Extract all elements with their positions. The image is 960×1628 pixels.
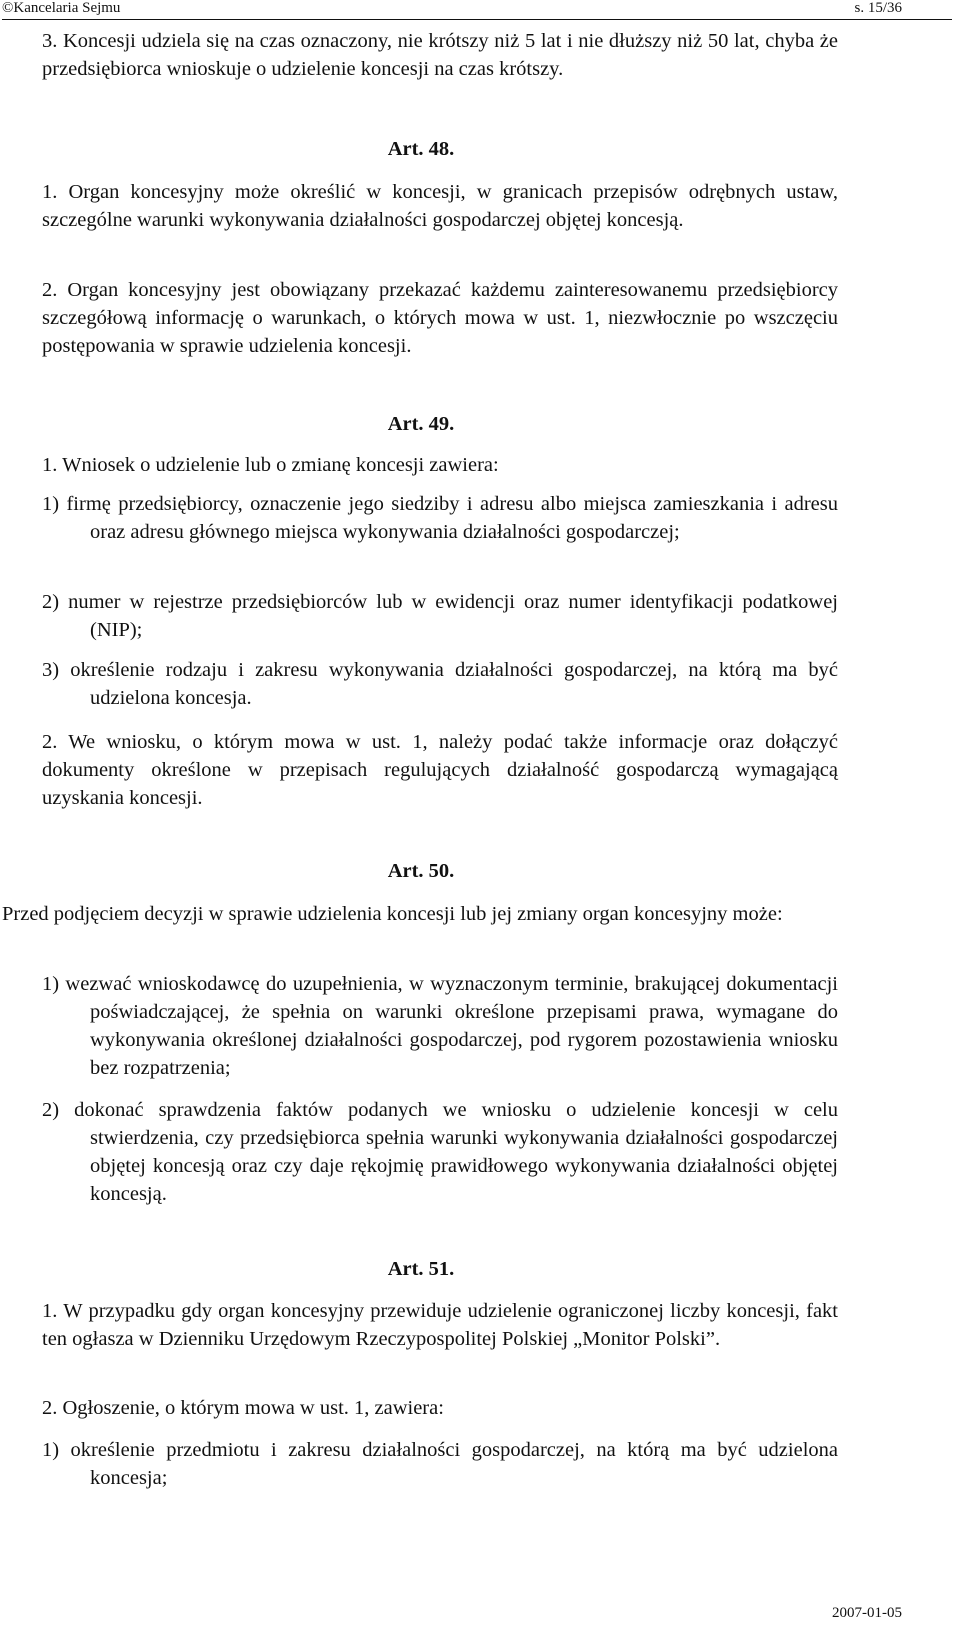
list-item: 2) numer w rejestrze przedsiębiorców lub w ewidencji oraz numer identyfikacji podatkowej (NIP); (42, 591, 838, 641)
footer-date: 2007-01-05 (832, 1605, 902, 1621)
list-item: 1) wezwać wnioskodawcę do uzupełnienia, w wyznaczonym terminie, brakującej dokumentacji poświadczającej, że spełnia on warunki określone przepisami prawa, wymagane do wykonywania określonej działalności gospodarczej, pod rygorem pozostawienia wniosku bez rozpatrzenia; (42, 973, 838, 1079)
page-number: s. 15/36 (854, 0, 902, 16)
paragraph-art49-2: 2. We wniosku, o którym mowa w ust. 1, należy podać także informacje oraz dołączyć dokumenty określone w przepisach regulujących działalność gospodarczą wymagającą uzyskania koncesji. (42, 731, 838, 809)
paragraph-art48-2: 2. Organ koncesyjny jest obowiązany przekazać każdemu zainteresowanemu przedsiębiorcy szczegółową informację o warunkach, o których mowa w ust. 1, niezwłocznie po wszczęciu postępowania w sprawie udzielenia koncesji. (42, 279, 838, 357)
paragraph-art48-1: 1. Organ koncesyjny może określić w koncesji, w granicach przepisów odrębnych ustaw, szczególne warunki wykonywania działalności gospodarczej objętej koncesją. (42, 181, 838, 231)
paragraph-art49-1: 1. Wniosek o udzielenie lub o zmianę koncesji zawiera: (42, 454, 499, 476)
article-50-title: Art. 50. (387, 860, 455, 882)
paragraph-art47-3: 3. Koncesji udziela się na czas oznaczony, nie krótszy niż 5 lat i nie dłuższy niż 50 lat, chyba że przedsiębiorca wnioskuje o udzielenie koncesji na czas krótszy. (42, 30, 838, 80)
article-48-title: Art. 48. (387, 138, 455, 160)
paragraph-art51-1: 1. W przypadku gdy organ koncesyjny przewiduje udzielenie ograniczonej liczby koncesji, fakt ten ogłasza w Dzienniku Urzędowym Rzeczypospolitej Polskiej „Monitor Polski”. (42, 1300, 838, 1350)
list-item: 3) określenie rodzaju i zakresu wykonywania działalności gospodarczej, na którą ma być udzielona koncesja. (42, 659, 838, 709)
paragraph-art51-2: 2. Ogłoszenie, o którym mowa w ust. 1, zawiera: (42, 1397, 444, 1419)
article-49-title: Art. 49. (387, 413, 455, 435)
list-item: 1) firmę przedsiębiorcy, oznaczenie jego siedziby i adresu albo miejsca zamieszkania i adresu oraz adresu głównego miejsca wykonywania działalności gospodarczej; (42, 493, 838, 543)
list-item: 1) określenie przedmiotu i zakresu działalności gospodarczej, na którą ma być udzielona koncesja; (42, 1439, 838, 1489)
paragraph-art50-intro: Przed podjęciem decyzji w sprawie udzielenia koncesji lub jej zmiany organ koncesyjny może: (2, 903, 783, 925)
header-source: ©Kancelaria Sejmu (2, 0, 121, 16)
article-51-title: Art. 51. (387, 1258, 455, 1280)
header-rule (2, 19, 952, 20)
list-item: 2) dokonać sprawdzenia faktów podanych we wniosku o udzielenie koncesji w celu stwierdzenia, czy przedsiębiorca spełnia warunki wykonywania działalności gospodarczej objętej koncesją oraz czy daje rękojmię prawidłowego wykonywania działalności objętej koncesją. (42, 1099, 838, 1205)
